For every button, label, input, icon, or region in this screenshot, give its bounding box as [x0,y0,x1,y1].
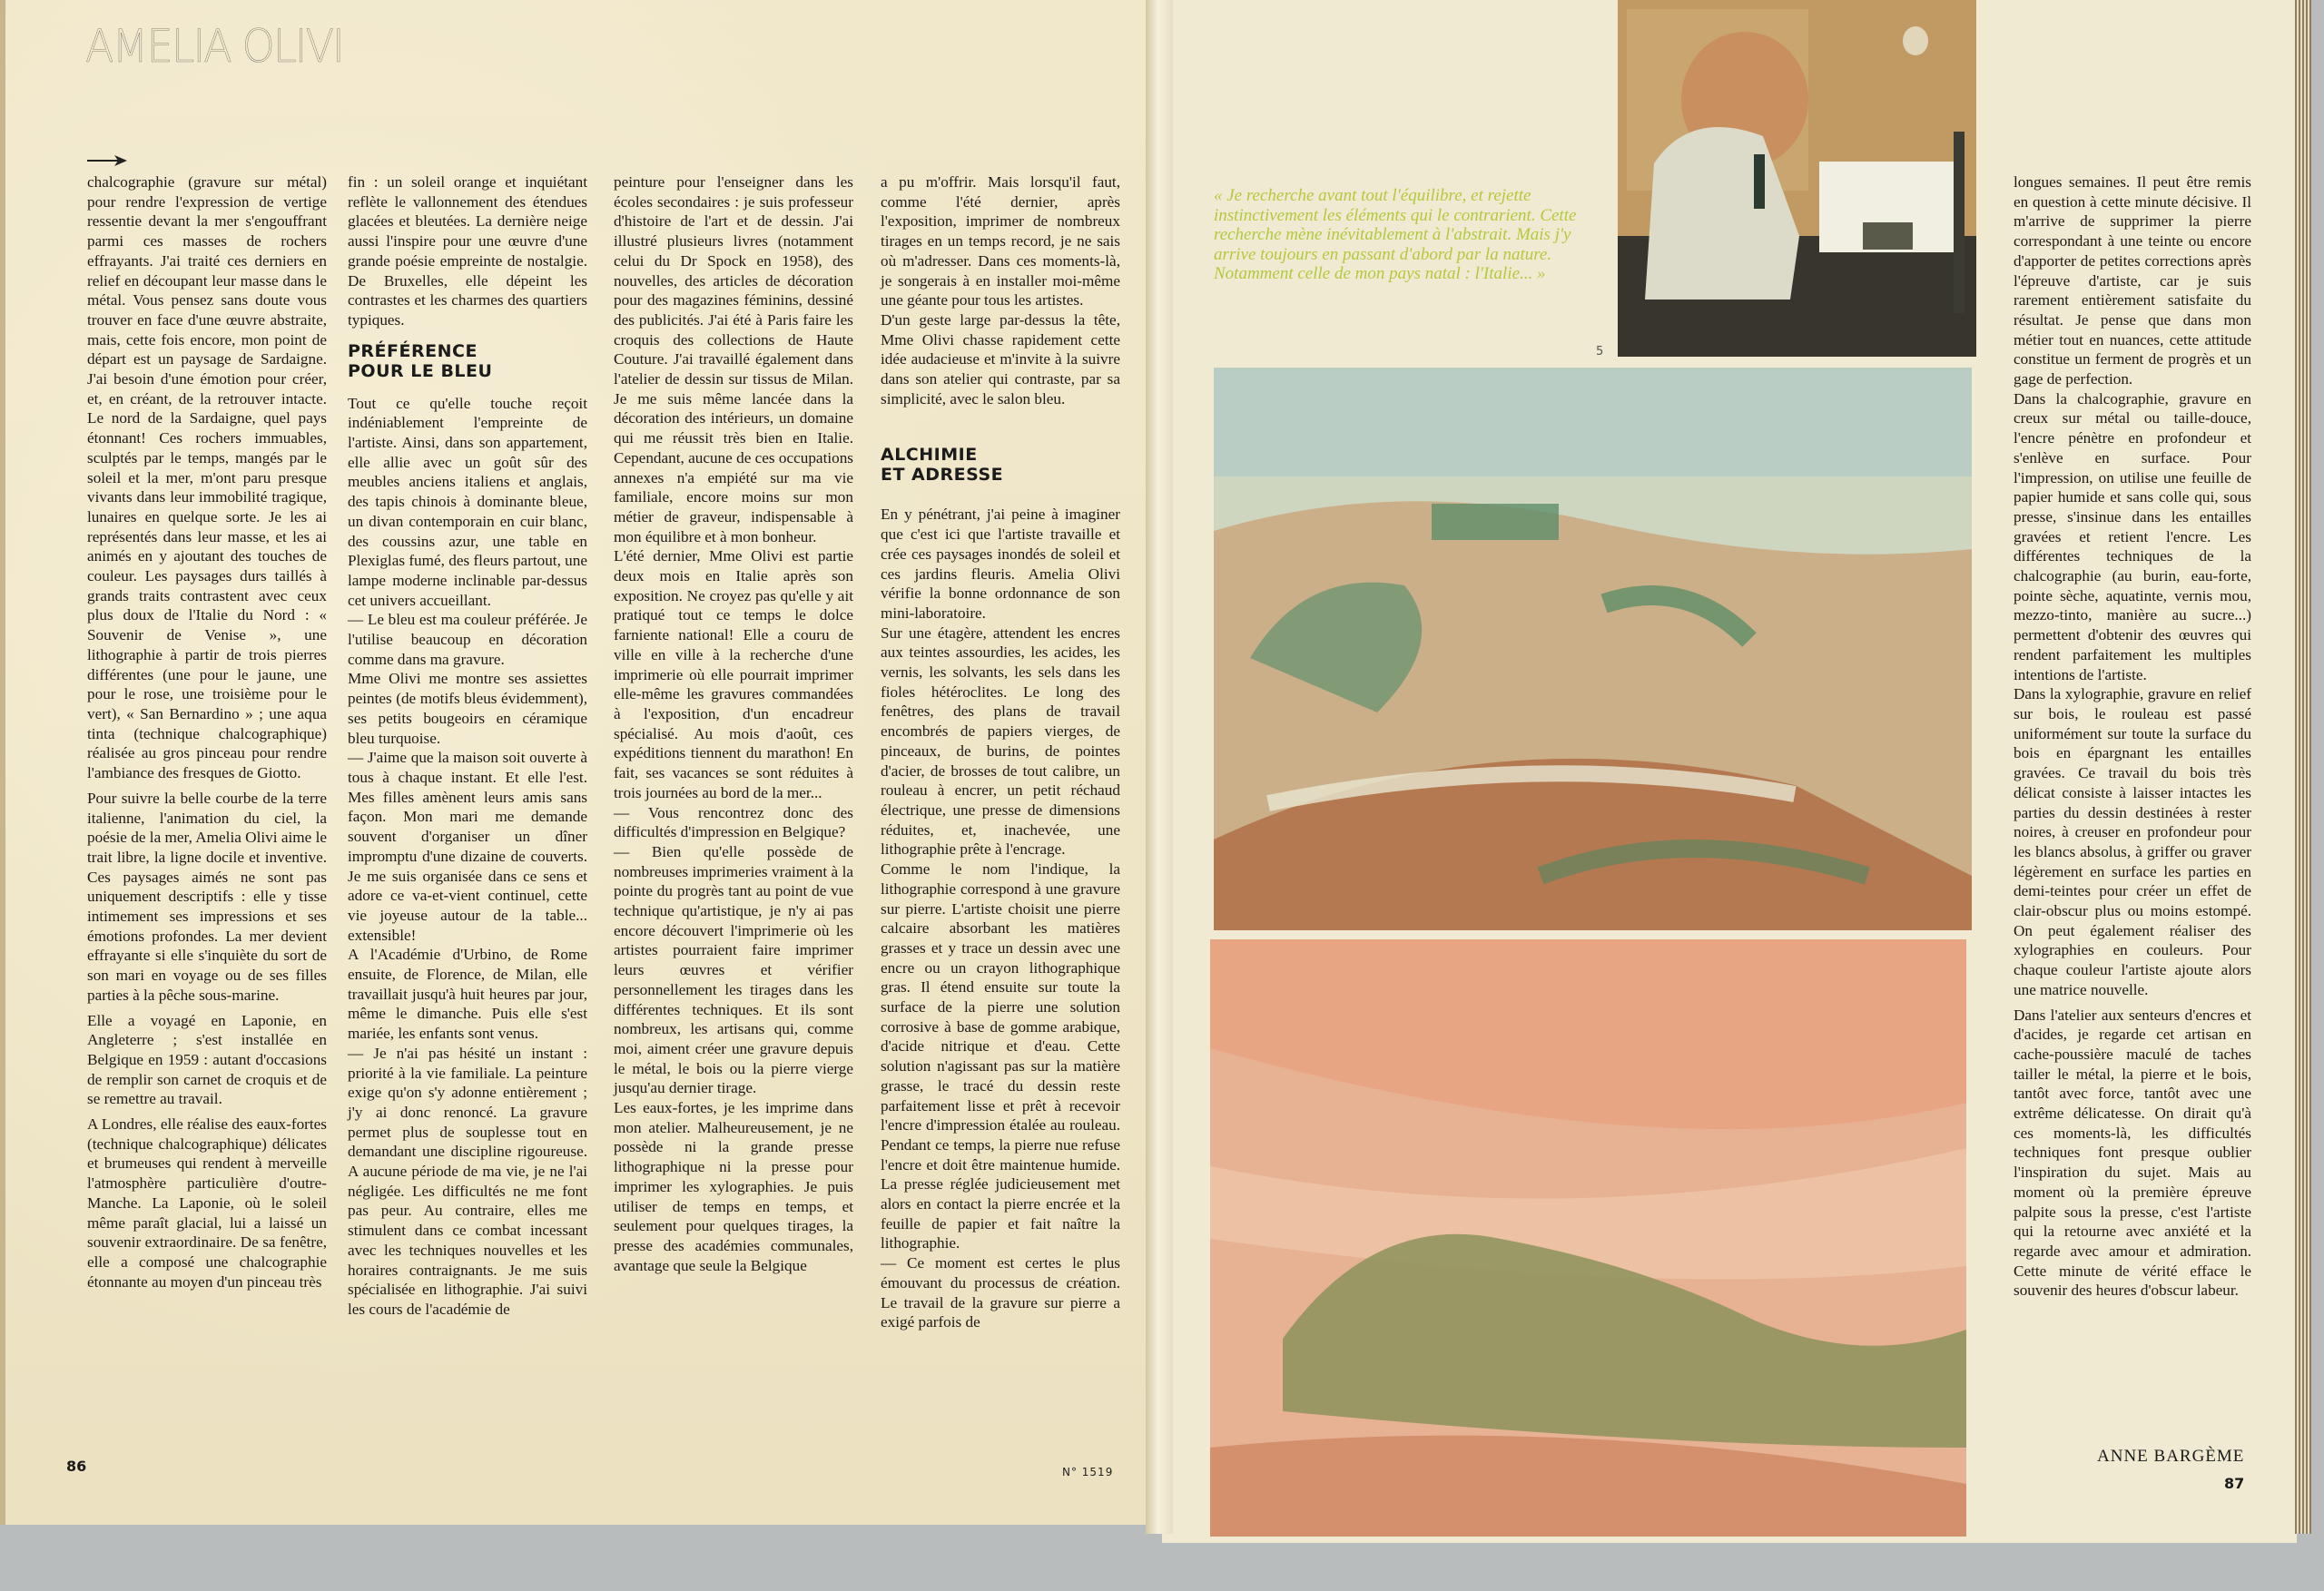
page-gutter [1146,0,1173,1534]
paragraph: a pu m'offrir. Mais lorsqu'il faut, comme l'été dernier, après l'exposition, imprimer de nombreux tirages en un temps record, je ne sais où m'adresser. Dans ces moments-là, je songerais à en installer moi-même une géante pour tous les artistes. [881,173,1120,309]
page-number-right: 87 [2224,1475,2245,1492]
paragraph: — J'aime que la maison soit ouverte à tous à chaque instant. Et elle l'est. Mes filles amènent leurs amis sans façon. Mon mari me demande souvent d'organiser un dîner impromptu d'une dizaine de couverts. Je me suis organisée dans ce sens et adore ce va-et-vient continuel, cette vie joyeuse autour de la table... extensible! [348,749,587,944]
paragraph: Comme le nom l'indique, la lithographie correspond à une gravure sur pierre. L'artiste choisit une pierre calcaire absorbant les matières grasses et y trace un dessin avec une encre ou un crayon lithographique gras. Il étend ensuite sur toute la surface de la pierre une solution corrosive à base de gomme arabique, d'acide nitrique et d'eau. Cette solution n'agissant pas sur la matière grasse, le tracé du dessin reste parfaitement lisse et prêt à recevoir l'encre d'impression étalée au rouleau. Pendant ce temps, la pierre nue refuse l'encre et doit être maintenue humide. La presse réglée judicieusement met alors en contact la pierre encrée et la feuille de papier et fait naître la lithographie. [881,860,1120,1252]
heading-line: ET ADRESSE [881,465,1004,486]
paragraph: Mme Olivi me montre ses assiettes peintes (de motifs bleus évidemment), ses petits bougeoirs en céramique bleu turquoise. [348,670,587,747]
paragraph: longues semaines. Il peut être remis en question à cette minute décisive. Il m'arrive de supprimer la pierre correspondant à une teinte ou encore d'apporter de petites corrections après l'épreuve d'artiste, car je suis rarement entièrement satisfaite du résultat. Je pense que dans mon métier tout en nuances, cette attitude constitue un ferment de progrès et un gage de perfection. [2014,173,2251,388]
paragraph: — Bien qu'elle possède de nombreuses imprimeries vraiment à la pointe du progrès tant au point de vue technique qu'artistique, je n'y ai pas encore découvert l'imprimerie où les artistes pourraient faire imprimer leurs œuvres et vérifier personnellement les tirages dans les différentes techniques. Et ils sont nombreux, les artisans qui, comme moi, aiment créer une gravure depuis le métal, le bois ou la pierre vierge jusqu'au dernier tirage. [614,842,853,1097]
paragraph: peinture pour l'enseigner dans les écoles secondaires : je suis professeur d'histoire de l'art et de dessin. J'ai illustré plusieurs livres (notamment celui du Dr Spock en 1958), des nouvelles, des articles de décoration pour des magazines féminins, dessiné des publicités. J'ai été à Paris faire les croquis des collections de Haute Couture. J'ai travaillé également dans l'atelier de dessin sur tissus de Milan. Je me suis même lancée dans la décoration des intérieurs, un domaine qui me réussit très bien en Italie. Cependant, aucune de ces occupations annexes n'a empiété sur ma vie familiale, encore moins sur mon métier de graveur, indispensable à mon équilibre et à mon bonheur. [614,173,853,545]
landscape-print-red-green [1210,939,1966,1537]
paragraph: Sur une étagère, attendent les encres aux teintes assourdies, les acides, les vernis, les solvants, les sels dans les fioles hétéroclites. Le long des fenêtres, des plans de travail encombrés de papiers vierges, de pinceaux, de burins, de pointes d'acier, de brosses de tout calibre, un rouleau à encrer, un petit réchaud électrique, une presse de dimensions réduites, et, inachevée, une lithographie prête à l'encrage. [881,624,1120,859]
text-column-3 [614,172,853,1275]
paragraph: — Le bleu est ma couleur préférée. Je l'utilise beaucoup en décoration comme dans ma gravure. [348,611,587,668]
paragraph: A Londres, elle réalise des eaux-fortes (technique chalcographique) délicates et brumeuses qui rendent à merveille l'atmosphère particulière d'outre-Manche. La Laponie, où le soleil même paraît glacial, lui a laissé un souvenir extraordinaire. De sa fenêtre, elle a composé une chalcographie étonnante au moyen d'un pinceau très [87,1115,327,1291]
section-heading-alchimie [881,445,1120,485]
paragraph: Elle a voyagé en Laponie, en Angleterre ; s'est installée en Belgique en 1959 : autant d'occasions de remplir son carnet de croquis et de se remettre au travail. [87,1011,327,1108]
paragraph: D'un geste large par-dessus la tête, Mme Olivi chasse rapidement cette idée audacieuse et m'invite à la suivre dans son atelier qui contraste, par sa simplicité, avec le salon bleu. [881,310,1120,408]
text-column-1 [87,172,327,1291]
paragraph: — Je n'ai pas hésité un instant : priorité à la vie familiale. La peinture exige qu'on s'y adonne entièrement ; j'y ai donc renoncé. La gravure permet plus de souplesse tout en demandant une discipline rigoureuse. A aucune période de ma vie, je ne l'ai négligée. Les difficultés ne me font pas peur. Au contraire, elles me stimulent dans ce combat incessant avec les techniques nouvelles et les horaires contraignants. Je me suis spécialisée en lithographie. J'ai suivi les cours de l'académie de [348,1044,587,1318]
landscape-lithograph-green-ochre [1214,368,1972,930]
paragraph: chalcographie (gravure sur métal) pour rendre l'expression de vertige ressentie devant la mer s'engouffrant parmi ces masses de rochers effrayants. J'ai traité ces derniers en relief en découpant leur masse dans le métal. Vous pensez sans doute vous trouver en face d'une œuvre abstraite, mais, cette fois encore, mon point de départ est un paysage de Sardaigne. J'ai besoin d'une émotion pour créer, et, en créant, de la retrouver intacte. Le nord de la Sardaigne, quel pays étonnant! Ces rochers immuables, sculptés par le temps, mangés par le soleil et la mer, m'ont paru presque vivants dans leur immobilité tragique, lunaires en quelque sorte. Je les ai représentés dans leur masse, et les ai animés en y ajoutant des touches de couleur. Les paysages durs taillés à grands traits contrastent avec ceux plus doux de l'Italie du Nord : « Souvenir de Venise », une lithographie à partir de trois pierres différentes (une pour le jaune, une pour le rose, une troisième pour le vert), « San Bernardino » ; une aqua tinta (technique chalcographique) réalisée au gros pinceau pour rendre l'ambiance des fresques de Giotto. [87,173,327,782]
paragraph: — Vous rencontrez donc des difficultés d'impression en Belgique? [614,803,853,841]
paragraph: — Ce moment est certes le plus émouvant du processus de création. Le travail de la gravure sur pierre a exigé parfois de [881,1254,1120,1331]
artist-at-press-photo [1618,0,1976,357]
heading-line: PRÉFÉRENCE [348,340,478,361]
paragraph: Dans l'atelier aux senteurs d'encres et d'acides, je regarde cet artisan en cache-poussière maculé de taches tailler le métal, la pierre et le bois, tantôt avec force, tantôt avec une extrême délicatesse. On dirait qu'à ces moments-là, les difficultés techniques font presque oublier l'inspiration du sujet. Mais au moment où la première épreuve palpite sous la presse, c'est l'artiste qui la retourne avec anxiété et la regarde avec amour et admiration. Cette minute de vérité efface le souvenir des heures d'obscur labeur. [2014,1006,2251,1300]
pull-quote: « Je recherche avant tout l'équilibre, et rejette instinctivement les éléments qui le contrarient. Cette recherche mène inévitablement à l'abstrait. Mais j'y arrive toujours en passant d'abord par la nature. Notamment celle de mon pays natal : l'Italie... » [1214,186,1577,283]
article-masthead: AMELIA OLIVI [85,20,343,73]
figure-number: 5 [1596,345,1604,358]
author-byline: ANNE BARGÈME [2097,1447,2245,1466]
heading-line: POUR LE BLEU [348,360,493,381]
paragraph: En y pénétrant, j'ai peine à imaginer que c'est ici que l'artiste travaille et crée ces paysages inondés de soleil et ces jardins fleuris. Amelia Olivi vérifie la bonne ordonnance de son mini-laboratoire. [881,506,1120,622]
text-column-2 [348,172,587,1320]
section-heading-preference [348,341,587,381]
paragraph: L'été dernier, Mme Olivi est partie deux mois en Italie après son exposition. Ne croyez pas qu'elle y ait pratiqué tout ce temps le dolce farniente national! Elle a couru de ville en ville à la recherche d'une imprimerie où elle pourrait imprimer elle-même les gravures commandées à l'exposition, d'un encadreur spécialisé. Au mois d'août, ces expéditions tiennent du marathon! En fait, ses vacances se sont réduites à trois journées au bord de la mer... [614,547,853,801]
photo-illustration [1618,0,1976,357]
text-column-right [2014,172,2251,1301]
paragraph: Les eaux-fortes, je les imprime dans mon atelier. Malheureusement, je ne possède ni la grande presse lithographique ni la presse pour imprimer les xylographies. Je puis utiliser de temps en temps, et seulement pour quelques tirages, la presse des académies communales, avantage que seule la Belgique [614,1099,853,1274]
continuation-arrow-icon [87,154,127,167]
paragraph: Pour suivre la belle courbe de la terre italienne, l'animation du ciel, la poésie de la mer, Amelia Olivi aime le trait libre, la ligne docile et inventive. Ces paysages aimés ne sont pas uniquement descriptifs : elle y tisse intimement ses impressions et ses émotions profondes. La mer devient effrayante si elle s'inquiète du sort de son mari en voyage ou de ses filles parties à la pêche sous-marine. [87,789,327,1004]
heading-line: ALCHIMIE [881,445,978,466]
painting-illustration [1214,368,1972,930]
text-column-4 [881,172,1120,1332]
page-edges [2295,0,2311,1534]
paragraph: Dans la xylographie, gravure en relief sur bois, le rouleau est passé uniformément sur toute la surface du bois en épargnant les entailles gravées. Ce travail du bois très délicat consiste à laisser intactes les parties du dessin destinées à rester noires, à creuser en profondeur pour les blancs absolus, à griffer ou graver légèrement en surface les parties en demi-teintes pour créer un effet de clair-obscur plus ou moins estompé. On peut également réaliser des xylographies en couleurs. Pour chaque couleur l'artiste ajoute alors une matrice nouvelle. [2014,685,2251,998]
paragraph: Tout ce qu'elle touche reçoit indéniablement l'empreinte de l'artiste. Ainsi, dans son appartement, elle allie avec un goût sûr des meubles anciens italiens et anglais, des tapis chinois à dominante bleue, un divan contemporain en cuir blanc, des coussins azur, une table en Plexiglas fumé, des fleurs partout, une lampe moderne inclinable par-dessus cet univers accueillant. [348,394,587,609]
issue-number: N° 1519 [1062,1466,1114,1478]
page-number-left: 86 [66,1458,87,1475]
paragraph: fin : un soleil orange et inquiétant reflète le vallonnement des étendues glacées et bleutées. La dernière neige aussi l'inspire pour une œuvre d'une grande poésie empreinte de nostalgie. De Bruxelles, elle dépeint les contrastes et les charmes des quartiers typiques. [348,173,587,329]
paragraph: A l'Académie d'Urbino, de Rome ensuite, de Florence, de Milan, elle travaillait jusqu'à huit heures par jour, même le dimanche. Puis elle s'est mariée, les enfants sont venus. [348,946,587,1043]
painting-illustration [1210,939,1966,1537]
paragraph: Dans la chalcographie, gravure en creux sur métal ou taille-douce, l'encre pénètre en profondeur et s'enlève en surface. Pour l'impression, on utilise une feuille de papier humide et sans colle qui, sous presse, s'insinue dans les entailles gravées et retient l'encre. Les différentes techniques de la chalcographie (au burin, eau-forte, pointe sèche, aquatinte, vernis mou, mezzo-tinto, manière au sucre...) permettent d'obtenir des œuvres qui rendent parfaitement les multiples intentions de l'artiste. [2014,389,2251,683]
